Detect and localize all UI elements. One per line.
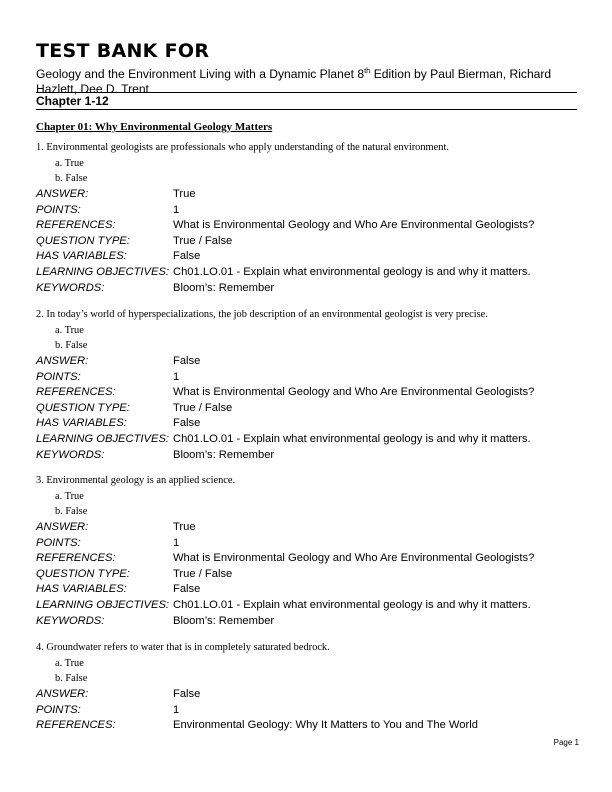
answer-row (36, 520, 577, 536)
keywords-row (36, 448, 577, 464)
references-label: REFERENCES: (36, 552, 116, 565)
option-a: a. True (55, 158, 84, 169)
has-variables-value: False (173, 250, 201, 263)
option-a: a. True (55, 491, 84, 502)
question-type-row (36, 401, 577, 417)
edition-superscript: th (364, 66, 371, 75)
references-label: REFERENCES: (36, 386, 116, 399)
subtitle-main: Geology and the Environment Living with a Dynamic Planet 8 (36, 67, 365, 82)
answer-row (36, 687, 577, 703)
has-variables-label: HAS VARIABLES: (36, 583, 127, 596)
has-variables-value: False (173, 583, 201, 596)
references-value: What is Environmental Geology and Who Are Environmental Geologists? (173, 219, 535, 232)
references-row (36, 385, 577, 401)
has-variables-row (36, 416, 577, 432)
question-block (36, 308, 577, 463)
answer-value: False (173, 355, 201, 367)
question-stem: 4. Groundwater refers to water that is in completely saturated bedrock. (36, 642, 330, 653)
points-row (36, 536, 577, 552)
section-heading: Chapter 01: Why Environmental Geology Matters (36, 121, 273, 133)
question-type-row (36, 234, 577, 250)
answer-label: ANSWER: (36, 188, 89, 200)
question-stem: 2. In today’s world of hyperspecializations, the job description of an environmental geologist is very precise. (36, 309, 488, 320)
points-label: POINTS: (36, 703, 81, 716)
has-variables-label: HAS VARIABLES: (36, 417, 127, 430)
points-value: 1 (173, 203, 180, 216)
keywords-value: Bloom’s: Remember (173, 281, 275, 294)
has-variables-value: False (173, 417, 201, 430)
references-value: Environmental Geology: Why It Matters to You and The World (173, 719, 478, 732)
question-stem: 1. Environmental geologists are professionals who apply understanding of the natural environment. (36, 142, 449, 153)
points-value: 1 (173, 536, 180, 549)
references-label: REFERENCES: (36, 719, 116, 732)
subtitle-rest: Edition by Paul Bierman, Richard Hazlett, Dee D. Trent (36, 67, 552, 96)
points-label: POINTS: (36, 203, 81, 216)
learning-objectives-value: Ch01.LO.01 - Explain what environmental geology is and why it matters. (173, 265, 531, 278)
keywords-row (36, 281, 577, 297)
points-value: 1 (173, 703, 180, 716)
points-label: POINTS: (36, 536, 81, 549)
points-row (36, 203, 577, 219)
document-title: TEST BANK FOR (36, 40, 210, 62)
option-a: a. True (55, 658, 84, 669)
has-variables-row (36, 249, 577, 265)
question-block (36, 641, 577, 734)
answer-value: True (173, 521, 196, 533)
keywords-label: KEYWORDS: (36, 281, 105, 294)
header-divider-top (36, 92, 577, 93)
answer-row (36, 354, 577, 370)
learning-objectives-label: LEARNING OBJECTIVES: (36, 598, 170, 611)
question-block (36, 141, 577, 296)
points-row (36, 370, 577, 386)
question-type-value: True / False (173, 567, 233, 580)
question-type-value: True / False (173, 234, 233, 247)
answer-label: ANSWER: (36, 355, 89, 367)
answer-label: ANSWER: (36, 521, 89, 533)
option-b: b. False (55, 173, 88, 184)
learning-objectives-value: Ch01.LO.01 - Explain what environmental geology is and why it matters. (173, 598, 531, 611)
page-number: Page 1 (553, 738, 579, 747)
learning-objectives-row (36, 598, 577, 614)
points-value: 1 (173, 370, 180, 383)
answer-row (36, 187, 577, 203)
question-type-label: QUESTION TYPE: (36, 234, 130, 247)
question-stem: 3. Environmental geology is an applied science. (36, 475, 236, 486)
has-variables-label: HAS VARIABLES: (36, 250, 127, 263)
references-row (36, 551, 577, 567)
option-b: b. False (55, 340, 88, 351)
answer-value: False (173, 688, 201, 700)
references-row (36, 718, 577, 734)
learning-objectives-label: LEARNING OBJECTIVES: (36, 265, 170, 278)
question-type-row (36, 567, 577, 583)
has-variables-row (36, 582, 577, 598)
header-divider-bottom (36, 109, 577, 110)
question-type-label: QUESTION TYPE: (36, 567, 130, 580)
learning-objectives-label: LEARNING OBJECTIVES: (36, 432, 170, 445)
points-label: POINTS: (36, 370, 81, 383)
keywords-value: Bloom’s: Remember (173, 614, 275, 627)
option-b: b. False (55, 506, 88, 517)
answer-value: True (173, 188, 196, 200)
references-row (36, 218, 577, 234)
option-b: b. False (55, 673, 88, 684)
keywords-value: Bloom’s: Remember (173, 448, 275, 461)
points-row (36, 703, 577, 719)
answer-label: ANSWER: (36, 688, 89, 700)
references-label: REFERENCES: (36, 219, 116, 232)
keywords-label: KEYWORDS: (36, 614, 105, 627)
references-value: What is Environmental Geology and Who Are Environmental Geologists? (173, 386, 535, 399)
learning-objectives-row (36, 265, 577, 281)
question-type-value: True / False (173, 401, 233, 414)
option-a: a. True (55, 325, 84, 336)
keywords-label: KEYWORDS: (36, 448, 105, 461)
references-value: What is Environmental Geology and Who Are Environmental Geologists? (173, 552, 535, 565)
chapter-range: Chapter 1-12 (36, 94, 109, 108)
learning-objectives-value: Ch01.LO.01 - Explain what environmental geology is and why it matters. (173, 432, 531, 445)
keywords-row (36, 614, 577, 630)
question-block (36, 474, 577, 629)
question-type-label: QUESTION TYPE: (36, 401, 130, 414)
learning-objectives-row (36, 432, 577, 448)
